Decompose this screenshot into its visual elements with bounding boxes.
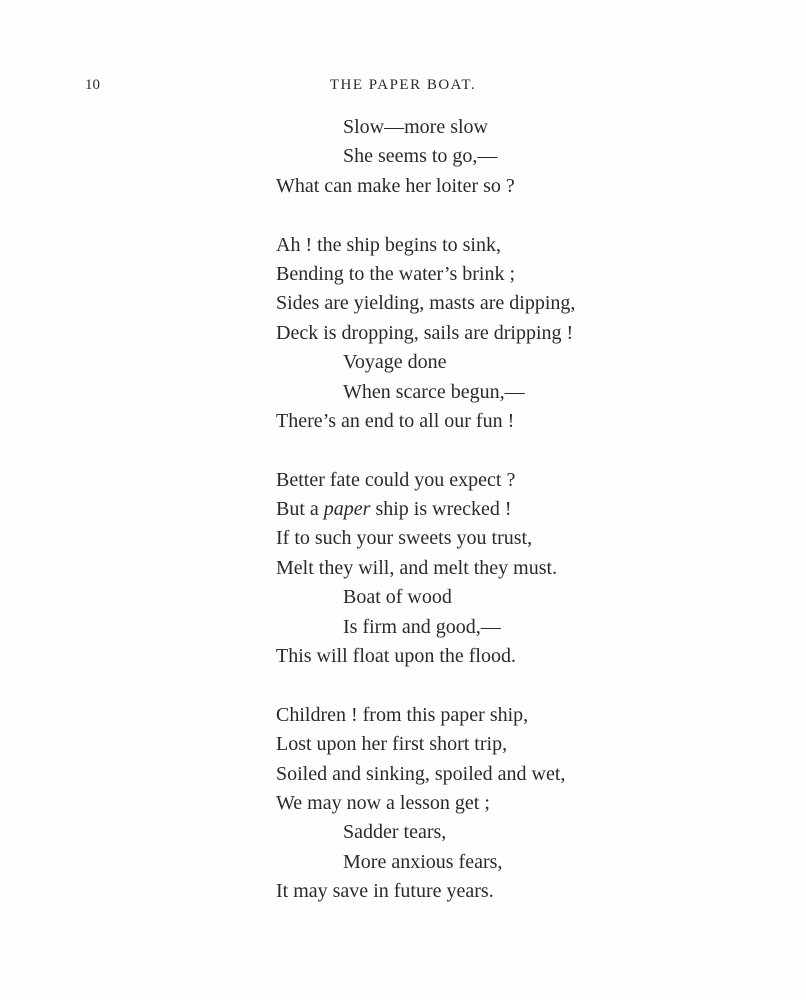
poem-line: Deck is dropping, sails are dripping ! <box>276 321 574 344</box>
stanza-1 <box>276 113 776 201</box>
poem-line: Sadder tears, <box>343 821 447 844</box>
stanza-4 <box>276 701 776 907</box>
poem-line <box>276 495 776 524</box>
poem-line: Is firm and good,— <box>343 615 501 638</box>
stanza-2 <box>276 231 776 437</box>
poem-line: Sides are yielding, masts are dipping, <box>276 292 576 315</box>
poem-line: What can make her loiter so ? <box>276 174 515 197</box>
line-text: But a <box>276 498 324 521</box>
poem-line: Voyage done <box>343 351 447 374</box>
poem-line: If to such your sweets you trust, <box>276 527 533 550</box>
poem-line: More anxious fears, <box>343 850 503 873</box>
poem-line: Ah ! the ship begins to sink, <box>276 233 501 256</box>
poem-line: This will float upon the flood. <box>276 645 516 668</box>
poem-line: She seems to go,— <box>343 145 498 168</box>
poem-line: Boat of wood <box>343 586 452 609</box>
poem-line: Melt they will, and melt they must. <box>276 556 558 579</box>
poem-line: It may save in future years. <box>276 880 494 903</box>
running-head: THE PAPER BOAT. <box>329 77 477 93</box>
line-text: ship is wrecked ! <box>370 498 512 521</box>
poem-line: There’s an end to all our fun ! <box>276 409 515 432</box>
poem-line: Slow—more slow <box>343 116 488 138</box>
poem-line: Lost upon her first short trip, <box>276 733 508 756</box>
poem-line: Better fate could you expect ? <box>276 468 516 491</box>
poem-line: We may now a lesson get ; <box>276 791 490 814</box>
poem-line: Children ! from this paper ship, <box>276 703 529 726</box>
stanza-3 <box>276 466 776 672</box>
page-number: 10 <box>85 77 100 93</box>
poem-line: Soiled and sinking, spoiled and wet, <box>276 762 566 785</box>
poem-line: Bending to the water’s brink ; <box>276 262 516 285</box>
poem-line: When scarce begun,— <box>343 380 525 403</box>
poem-body <box>276 113 776 936</box>
italic-word: paper <box>323 498 371 521</box>
